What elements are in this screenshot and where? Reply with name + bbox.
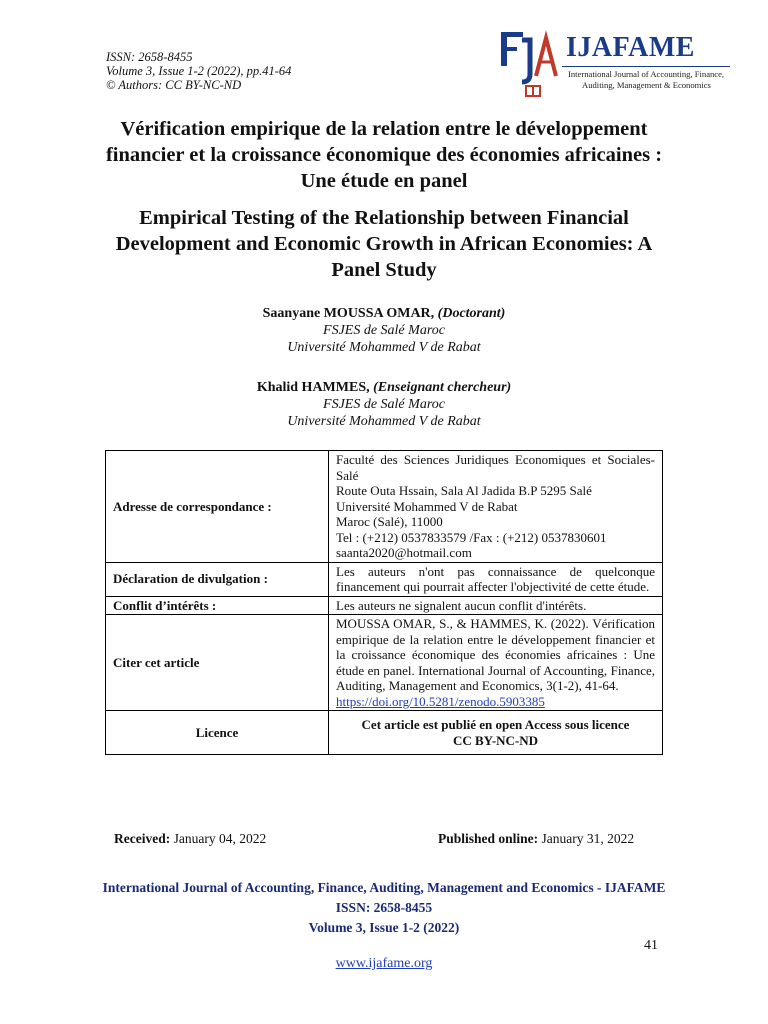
doi-link[interactable]: https://doi.org/10.5281/zenodo.5903385 — [336, 693, 545, 709]
author-affiliation: FSJES de Salé Maroc — [323, 323, 445, 338]
author-university: Université Mohammed V de Rabat — [287, 340, 481, 355]
logo-emblem-icon — [498, 30, 568, 98]
licence-line1: Cet article est publié en open Access sous licence — [361, 717, 630, 732]
license-text: © Authors: CC BY-NC-ND — [106, 78, 242, 92]
journal-logo — [498, 30, 734, 98]
issn-text: ISSN: 2658-8455 — [106, 50, 193, 64]
citation-text: MOUSSA OMAR, S., & HAMMES, K. (2022). Vérification empirique de la relation entre le développement financier et la croissance économique des économies africaines : Une étude en panel. International Journal of Accounting, Finance, Auditing, Management and Economics, 3(1-2), 41-64. — [336, 616, 655, 693]
footer-journal: International Journal of Accounting, Finance, Auditing, Management and Economics - IJAFAME — [102, 880, 666, 895]
logo-acronym: IJAFAME — [566, 32, 695, 63]
licence-value — [329, 711, 663, 755]
volume-text: Volume 3, Issue 1-2 (2022), pp.41-64 — [106, 64, 292, 78]
journal-meta — [106, 50, 291, 92]
address-line: Maroc (Salé), 11000 — [336, 514, 443, 529]
logo-subtitle — [568, 69, 738, 91]
author-block-2 — [90, 379, 678, 430]
published-label: Published online: — [438, 831, 539, 846]
author-block-1 — [90, 305, 678, 356]
author-role: (Enseignant chercheur) — [373, 380, 512, 395]
conflict-value: Les auteurs ne signalent aucun conflit d'intérêts. — [329, 596, 663, 615]
cite-value — [329, 615, 663, 711]
title-english: Empirical Testing of the Relationship between Financial Development and Economic Growth in African Economies: A Panel Study — [115, 207, 653, 281]
address-line: Route Outa Hssain, Sala Al Jadida B.P 5295 Salé — [336, 483, 592, 498]
received-value: January 04, 2022 — [173, 831, 267, 846]
licence-line2: CC BY-NC-ND — [452, 732, 539, 748]
table-row-address — [106, 451, 663, 563]
table-row-disclosure — [106, 562, 663, 596]
logo-subtitle-line1: International Journal of Accounting, Finance, — [568, 69, 725, 79]
author-name: Saanyane MOUSSA OMAR, — [262, 306, 435, 321]
email-text: saanta2020@hotmail.com — [336, 545, 472, 560]
title-french: Vérification empirique de la relation entre le développement financier et la croissance économique des économies africaines : Une étude en panel — [105, 118, 663, 192]
disclosure-label: Déclaration de divulgation : — [106, 562, 329, 596]
page-number: 41 — [644, 938, 658, 953]
table-row-licence — [106, 711, 663, 755]
logo-subtitle-line2: Auditing, Management & Economics — [582, 80, 711, 90]
footer-issn: ISSN: 2658-8455 — [335, 900, 433, 915]
received-label: Received: — [114, 831, 171, 846]
licence-label: Licence — [106, 711, 329, 755]
author-university: Université Mohammed V de Rabat — [287, 414, 481, 429]
footer-volume: Volume 3, Issue 1-2 (2022) — [308, 920, 460, 935]
received-date — [114, 831, 266, 847]
conflict-label: Conflit d’intérêts : — [106, 596, 329, 615]
address-label: Adresse de correspondance : — [106, 451, 329, 563]
author-affiliation: FSJES de Salé Maroc — [323, 397, 445, 412]
journal-url-link[interactable]: www.ijafame.org — [335, 956, 433, 971]
published-value: January 31, 2022 — [541, 831, 635, 846]
disclosure-value: Les auteurs n'ont pas connaissance de quelconque financement qui pourrait affecter l'objectivité de cette étude. — [329, 562, 663, 596]
article-info-table — [105, 450, 663, 755]
table-row-citation — [106, 615, 663, 711]
address-value — [329, 451, 663, 563]
cite-label: Citer cet article — [106, 615, 329, 711]
address-line: Université Mohammed V de Rabat — [336, 498, 518, 514]
author-name: Khalid HAMMES, — [256, 380, 370, 395]
author-role: (Doctorant) — [437, 306, 506, 321]
address-line: Tel : (+212) 0537833579 /Fax : (+212) 0537830601 — [336, 529, 607, 545]
logo-divider — [562, 66, 730, 67]
address-line: Faculté des Sciences Juridiques Economiques et Sociales-Salé — [336, 452, 655, 483]
published-date — [438, 831, 634, 847]
table-row-conflict — [106, 596, 663, 615]
